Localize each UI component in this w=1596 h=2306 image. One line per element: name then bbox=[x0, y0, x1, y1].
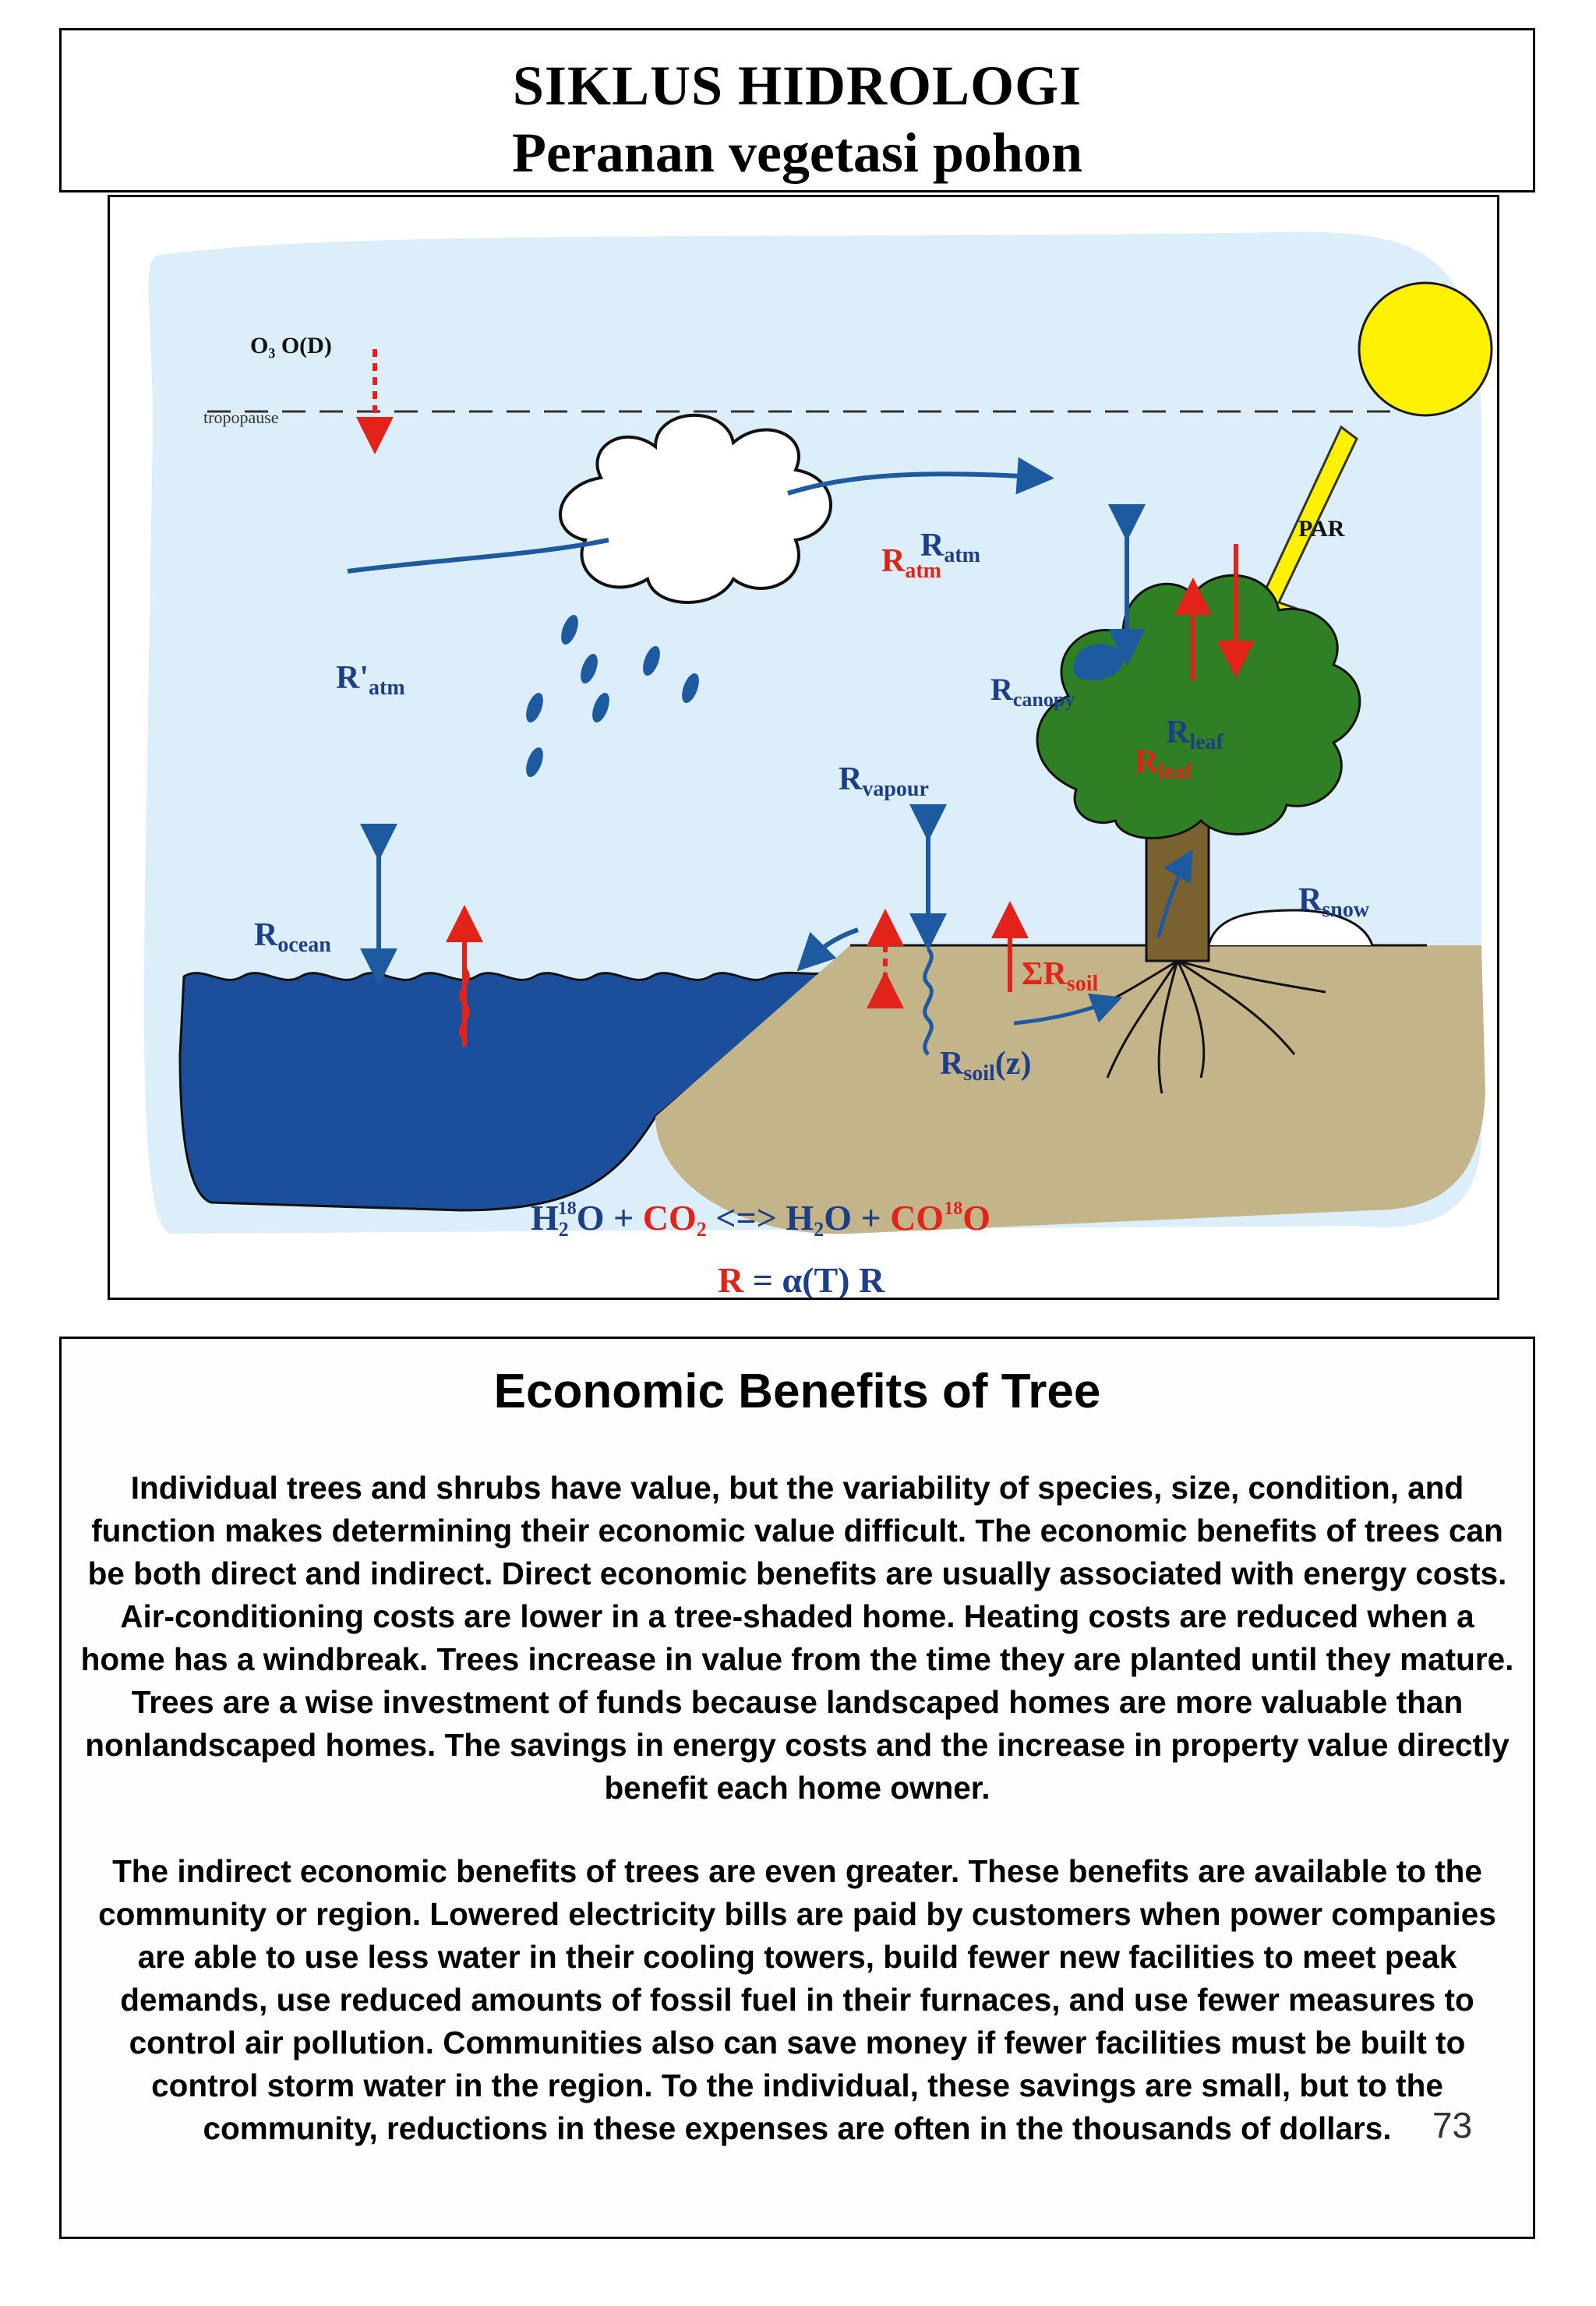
par-label: PAR bbox=[1298, 516, 1345, 542]
tree-trunk bbox=[1146, 821, 1209, 961]
benefits-paragraph-1: Individual trees and shrubs have value, but the variability of species, size, condition, and function makes determining their economic value difficult. The economic benefits of trees can be both direct and indirect. Direct economic benefits are usually associated with energy costs. Air-conditioning costs are lower in a tree-shaded home. Heating costs are reduced when a home has a windbreak. Trees increase in value from the time they are planted until they mature. Trees are a wise investment of funds because landscaped homes are more valuable than nonlandscaped homes. The savings in energy costs and the increase in property value directly benefit each home owner. bbox=[80, 1470, 1514, 1806]
hydrology-figure bbox=[108, 195, 1499, 1300]
r-atm-prime-label: R'atm bbox=[336, 660, 405, 700]
benefits-paragraph-2: The indirect economic benefits of trees are even greater. These benefits are available to the community or region. Lowered electricity bills are paid by customers when power companies are able to use less water in their cooling towers, build fewer new facilities to meet peak demands, use reduced amounts of fossil fuel in their furnaces, and use fewer measures to control air pollution. Communities also can save money if fewer facilities must be built to control storm water in the region. To the individual, these savings are small, but to the community, reductions in these expenses are often in the thousands of dollars. bbox=[98, 1853, 1496, 2146]
tropopause-label: tropopause bbox=[203, 408, 279, 427]
o3-label: O₃ O(D) bbox=[250, 333, 332, 358]
equation-1: H218O + CO2 <=> $H2O + CO^{18}O$ bbox=[531, 1198, 990, 1241]
sun-icon bbox=[1359, 283, 1492, 415]
benefits-title: Economic Benefits of Tree bbox=[493, 1365, 1101, 1418]
r-vapour-label: Rvapour bbox=[839, 761, 929, 801]
r-snow-label: Rsnow bbox=[1298, 882, 1370, 922]
page-title: SIKLUS HIDROLOGI bbox=[512, 55, 1082, 117]
title-box bbox=[59, 28, 1535, 192]
r-ocean-label: Rocean bbox=[254, 917, 331, 957]
equation-2: R = α(T) R bbox=[718, 1260, 885, 1300]
benefits-box bbox=[59, 1337, 1535, 2239]
hydrology-diagram bbox=[110, 197, 1499, 1300]
page-number: 73 bbox=[1432, 2105, 1473, 2145]
r-atm-red-label: Ratm bbox=[881, 543, 941, 583]
r-atm-blue-label: Ratm bbox=[920, 528, 980, 567]
r-canopy-label: $R_{canopy}$ bbox=[990, 672, 1075, 711]
r-soil-z-label: Rsoil(z) bbox=[940, 1046, 1032, 1086]
r-leaf-blue-label: Rleaf bbox=[1166, 715, 1223, 754]
r-leaf-red-label: Rleaf bbox=[1135, 744, 1192, 784]
sum-r-soil-label: ΣRsoil bbox=[1022, 956, 1099, 996]
page-subtitle: Peranan vegetasi pohon bbox=[511, 122, 1083, 184]
